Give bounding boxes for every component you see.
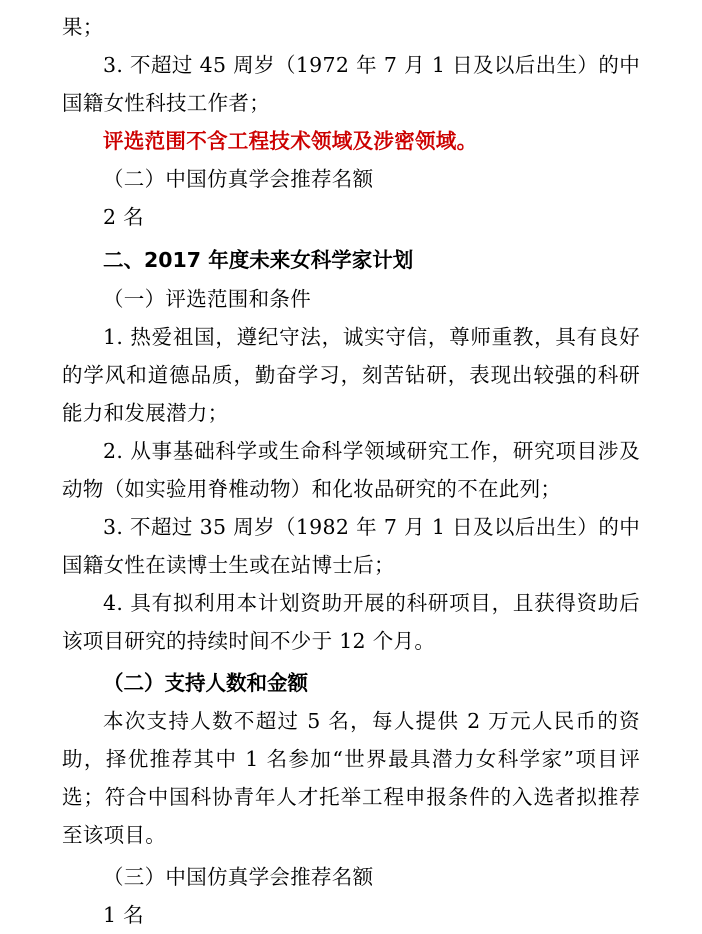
paragraph-section-3-quota-value: 1 名 [103, 903, 144, 927]
paragraph-item-1-patriotism: 1. 热爱祖国，遵纪守法，诚实守信，尊师重教，具有良好的学风和道德品质，勤奋学习，刻苦钻研，表现出较强的科研能力和发展潜力； [62, 325, 640, 425]
paragraph-section-1-scope-title: （一）评选范围和条件 [103, 287, 311, 311]
paragraph-section-2-support-title: （二）支持人数和金额 [103, 671, 308, 695]
paragraph-scope-exclusion-note: 评选范围不含工程技术领域及涉密领域。 [103, 129, 478, 153]
paragraph-support-detail: 本次支持人数不超过 5 名，每人提供 2 万元人民币的资助，择优推荐其中 1 名参加“世界最具潜力女科学家”项目评选；符合中国科协青年人才托举工程申报条件的入选者拟推荐至该项目。 [62, 709, 640, 847]
heading-future-female-scientist: 二、2017 年度未来女科学家计划 [103, 248, 414, 272]
paragraph-section-2-quota-value: 2 名 [103, 205, 144, 229]
paragraph-item-3-age-35: 3. 不超过 35 周岁（1982 年 7 月 1 日及以后出生）的中国籍女性在读博士生或在站博士后； [62, 515, 640, 577]
paragraph-section-2-quota-title: （二）中国仿真学会推荐名额 [103, 167, 374, 191]
paragraph-item-2-basic-science: 2. 从事基础科学或生命科学领域研究工作，研究项目涉及动物（如实验用脊椎动物）和化妆品研究的不在此列； [62, 439, 640, 501]
paragraph-item-4-project-duration: 4. 具有拟利用本计划资助开展的科研项目，且获得资助后该项目研究的持续时间不少于 12 个月。 [62, 591, 640, 653]
paragraph-continuation: 果； [62, 15, 104, 39]
paragraph-item-3-age-45: 3. 不超过 45 周岁（1972 年 7 月 1 日及以后出生）的中国籍女性科技工作者； [62, 53, 640, 115]
paragraph-section-3-quota-title: （三）中国仿真学会推荐名额 [103, 865, 374, 889]
